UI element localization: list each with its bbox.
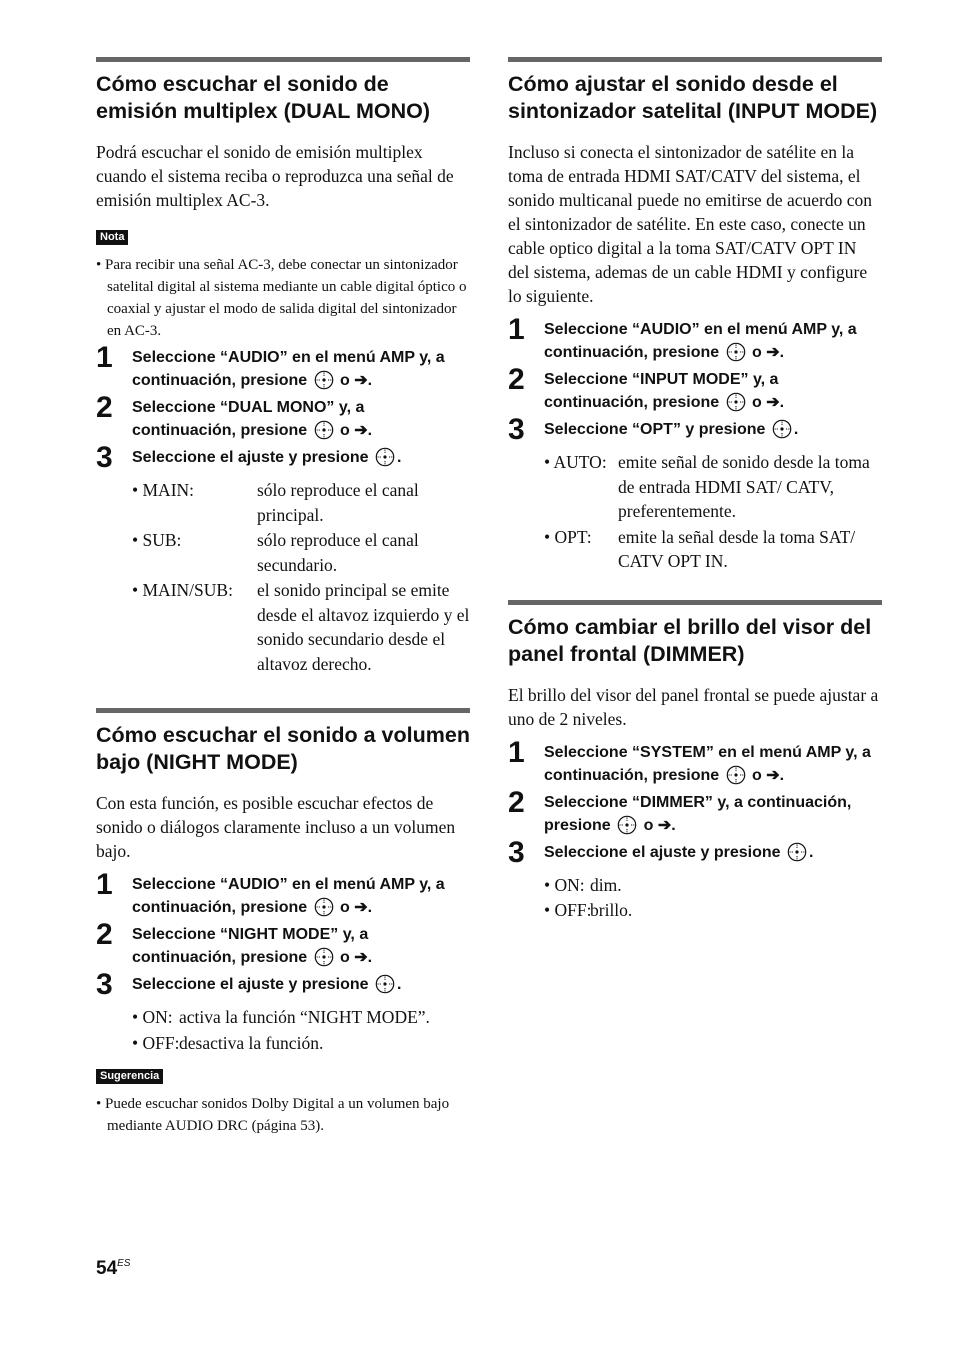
step-1	[96, 341, 470, 392]
step-2	[96, 391, 470, 442]
step-text-end: o ➔.	[752, 394, 785, 411]
enter-button-icon	[375, 447, 395, 467]
enter-button-icon	[314, 370, 334, 390]
step-text: Seleccione “OPT” y presione	[544, 421, 766, 438]
step-number: 3	[96, 968, 113, 1001]
section-title: Cómo escuchar el sonido a volumen bajo (NIGHT MODE)	[96, 723, 470, 774]
step-1	[96, 868, 470, 919]
option-key: • AUTO:	[544, 452, 607, 472]
step-3	[96, 441, 470, 474]
option-key: • OPT:	[544, 526, 592, 547]
option-item	[544, 898, 882, 923]
section-body: Incluso si conecta el sintonizador de satélite en la toma de entrada HDMI SAT/CATV del sistema, el sonido multicanal puede no emitirse de acuerdo con el sintonizador de satélite. En este caso, conecte un cable optico digital a la toma SAT/CATV OPT IN del sistema, ademas de un cable HDMI y configure lo siguiente.	[508, 142, 872, 306]
note-text: • Para recibir una señal AC-3, debe conectar un sintonizador satelital digital al sistema mediante un cable digital óptico o coaxial y ajustar el modo de salida digital del sintonizador en AC-3.	[96, 257, 467, 339]
step-text-end: o ➔.	[340, 422, 373, 439]
section-title: Cómo cambiar el brillo del visor del panel frontal (DIMMER)	[508, 614, 872, 666]
step-3	[96, 968, 470, 1001]
option-item	[132, 578, 470, 676]
step-text: Seleccione “AUDIO” en el menú AMP y, a continuación, presione	[544, 321, 857, 361]
step-2	[508, 785, 882, 837]
note-tag: Nota	[96, 230, 128, 245]
step-2	[508, 363, 882, 414]
step-number: 1	[508, 735, 525, 769]
option-desc: sólo reproduce el canal principal.	[257, 480, 419, 525]
step-number: 1	[96, 341, 113, 374]
page-number	[96, 1258, 130, 1280]
option-desc: dim.	[590, 874, 622, 895]
section-rule	[96, 708, 470, 713]
step-text-end: .	[397, 976, 402, 993]
option-list	[132, 1005, 470, 1055]
step-text-end: .	[809, 843, 814, 861]
step-text: Seleccione “INPUT MODE” y, a continuación, presione	[544, 371, 779, 411]
step-text-end: o ➔.	[752, 344, 785, 361]
section-rule	[508, 600, 882, 605]
option-item	[544, 525, 882, 574]
step-2	[96, 918, 470, 969]
step-text: Seleccione “DUAL MONO” y, a continuación, presione	[132, 399, 365, 439]
step-text-end: o ➔.	[340, 372, 373, 389]
step-text-end: .	[397, 449, 402, 466]
option-desc: brillo.	[590, 900, 633, 920]
section-body: Con esta función, es posible escuchar efectos de sonido o diálogos claramente incluso a un volumen bajo.	[96, 793, 456, 861]
section-rule	[96, 57, 470, 62]
step-text-end: o ➔.	[643, 816, 676, 834]
enter-button-icon	[772, 419, 792, 439]
step-text: Seleccione el ajuste y presione	[132, 976, 369, 993]
step-text: Seleccione el ajuste y presione	[544, 843, 781, 861]
enter-button-icon	[726, 392, 746, 412]
option-item	[544, 450, 882, 524]
option-desc: emite la señal desde la toma SAT/ CATV OPT IN.	[618, 526, 856, 571]
section-body: El brillo del visor del panel frontal se puede ajustar a uno de 2 niveles.	[508, 684, 879, 729]
enter-button-icon	[726, 765, 746, 785]
option-item	[132, 1031, 470, 1056]
option-desc: desactiva la función.	[179, 1032, 324, 1053]
section-dimmer	[508, 600, 882, 923]
section-input-mode	[508, 57, 882, 574]
enter-button-icon	[314, 947, 334, 967]
option-desc: sólo reproduce el canal secundario.	[257, 530, 419, 575]
step-number: 1	[508, 313, 525, 346]
option-item	[132, 528, 470, 577]
enter-button-icon	[314, 420, 334, 440]
enter-button-icon	[314, 897, 334, 917]
enter-button-icon	[617, 815, 637, 835]
step-text: Seleccione “NIGHT MODE” y, a continuación, presione	[132, 926, 369, 966]
step-number: 3	[508, 835, 525, 869]
step-number: 2	[508, 363, 525, 396]
option-key: • MAIN/SUB:	[132, 580, 233, 600]
step-1	[508, 735, 882, 787]
tip-tag: Sugerencia	[96, 1069, 163, 1084]
enter-button-icon	[787, 842, 807, 862]
section-body: Podrá escuchar el sonido de emisión multiplex cuando el sistema reciba o reproduzca una señal de emisión multiplex AC-3.	[96, 142, 454, 210]
section-rule	[508, 57, 882, 62]
step-text-end: o ➔.	[340, 949, 373, 966]
option-list	[544, 450, 882, 574]
option-key: • OFF:	[132, 1032, 180, 1053]
step-text: Seleccione “DIMMER” y, a continuación, presione	[544, 793, 852, 834]
tip-text: • Puede escuchar sonidos Dolby Digital a un volumen bajo mediante AUDIO DRC (página 53).	[96, 1096, 450, 1134]
option-desc: emite señal de sonido desde la toma de entrada HDMI SAT/ CATV, preferentemente.	[618, 452, 870, 521]
option-list	[132, 478, 470, 676]
step-number: 3	[508, 413, 525, 446]
section-title: Cómo ajustar el sonido desde el sintonizador satelital (INPUT MODE)	[508, 72, 878, 123]
step-number: 1	[96, 868, 113, 901]
step-number: 2	[96, 391, 113, 424]
step-text-end: o ➔.	[752, 766, 785, 784]
option-list	[544, 873, 882, 923]
option-item	[132, 478, 470, 527]
option-key: • ON:	[544, 874, 585, 895]
step-text: Seleccione “AUDIO” en el menú AMP y, a continuación, presione	[132, 876, 445, 916]
section-night-mode	[96, 708, 470, 1137]
step-text: Seleccione “AUDIO” en el menú AMP y, a continuación, presione	[132, 349, 445, 389]
enter-button-icon	[375, 974, 395, 994]
enter-button-icon	[726, 342, 746, 362]
option-item	[132, 1005, 470, 1030]
section-dual-mono	[96, 57, 470, 676]
option-key: • OFF:	[544, 900, 592, 920]
page-language: ES	[117, 1258, 131, 1269]
option-desc: activa la función “NIGHT MODE”.	[179, 1007, 430, 1027]
step-number: 2	[96, 918, 113, 951]
option-item	[544, 873, 882, 898]
option-key: • MAIN:	[132, 480, 195, 500]
right-column	[508, 57, 882, 929]
step-number: 3	[96, 441, 113, 474]
left-column	[96, 57, 470, 1141]
step-text-end: .	[793, 421, 799, 438]
step-3	[508, 413, 882, 446]
option-key: • SUB:	[132, 530, 182, 550]
step-text-end: o ➔.	[340, 899, 373, 916]
section-title: Cómo escuchar el sonido de emisión multiplex (DUAL MONO)	[96, 72, 431, 123]
step-1	[508, 313, 882, 364]
step-3	[508, 835, 882, 869]
step-number: 2	[508, 785, 525, 819]
page-number-value: 54	[96, 1258, 118, 1279]
option-desc: el sonido principal se emite desde el altavoz izquierdo y el sonido secundario desde el altavoz derecho.	[257, 580, 470, 674]
step-text: Seleccione “SYSTEM” en el menú AMP y, a continuación, presione	[544, 743, 871, 784]
option-key: • ON:	[132, 1007, 173, 1027]
step-text: Seleccione el ajuste y presione	[132, 449, 369, 466]
